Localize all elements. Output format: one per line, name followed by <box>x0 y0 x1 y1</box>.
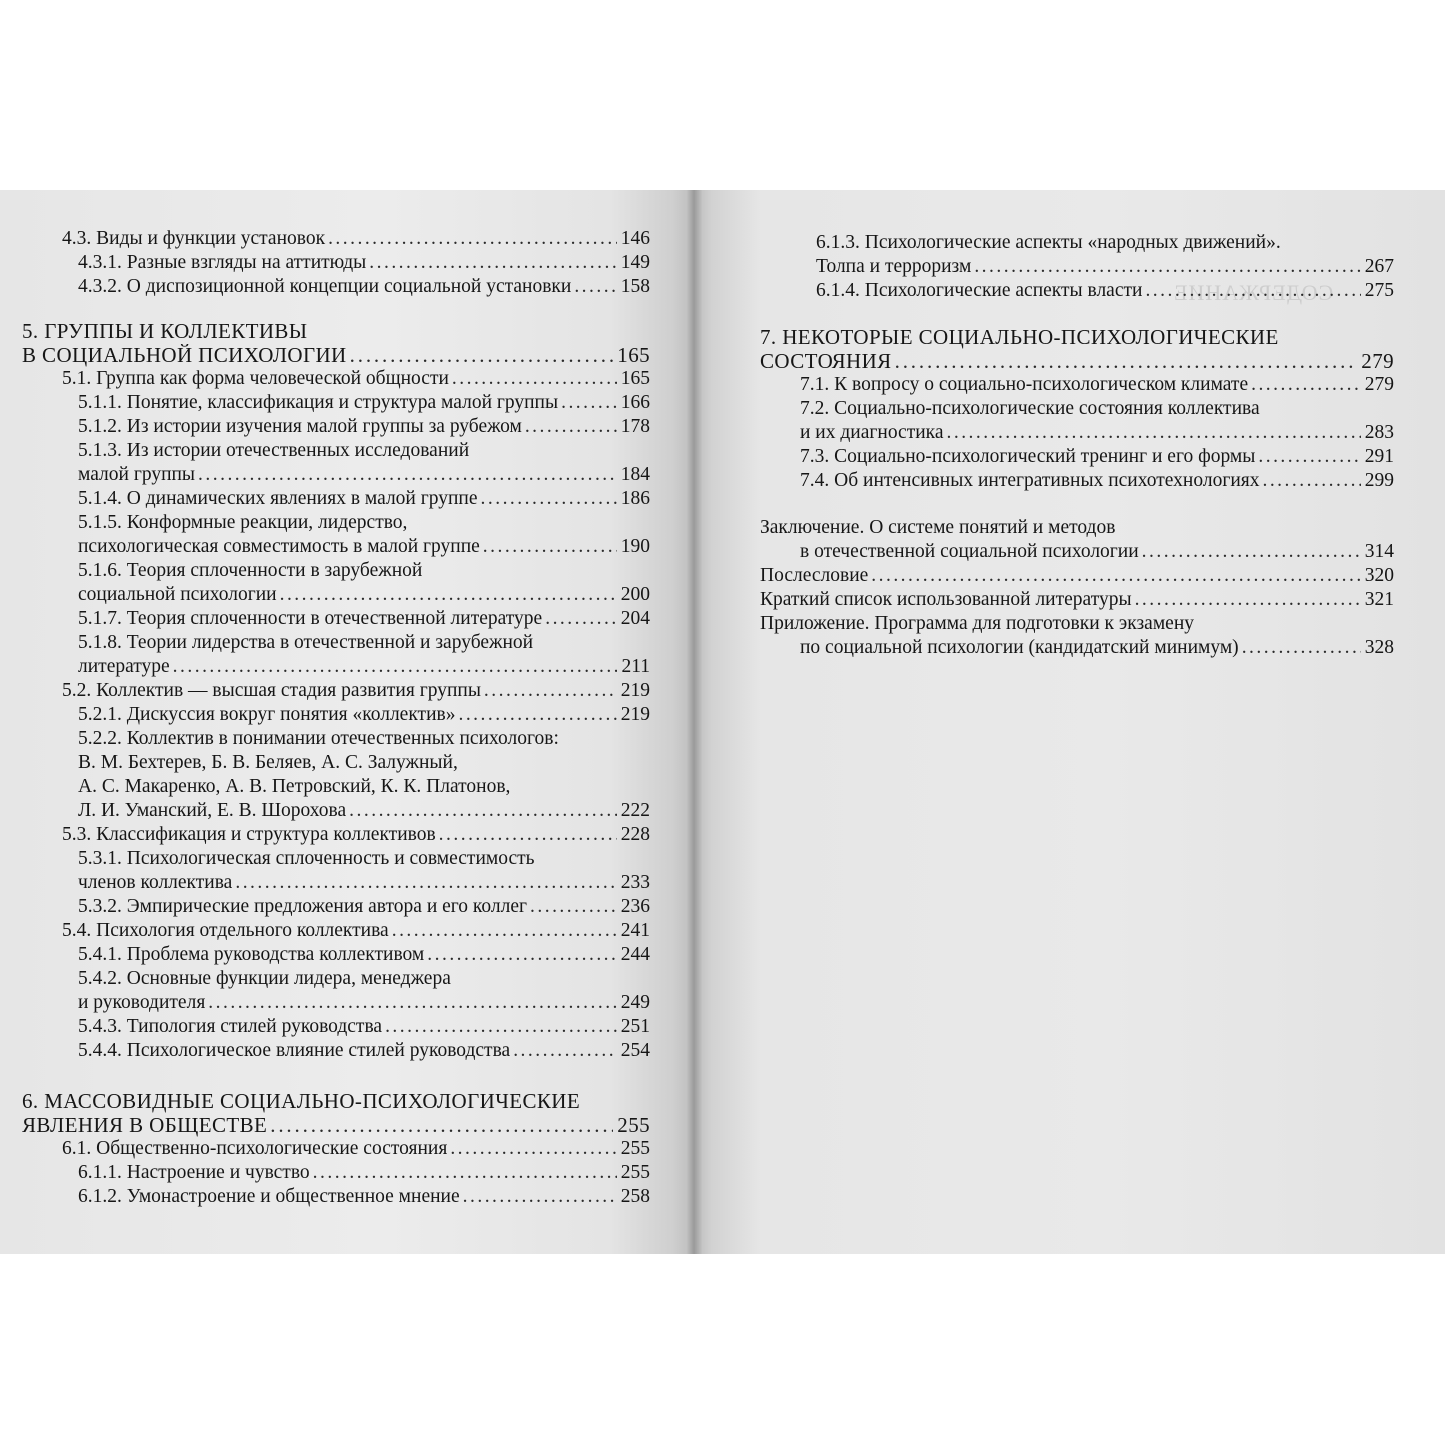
dot-leader <box>545 607 617 631</box>
toc-entry-title: Послесловие <box>760 565 869 586</box>
toc-entry-title: 6.1.3. Психологические аспекты «народных движений». <box>816 232 1281 253</box>
dot-leader <box>369 251 616 275</box>
toc-entry <box>22 871 650 895</box>
toc-entry-title: 5.1.6. Теория сплоченности в зарубежной <box>78 560 423 581</box>
toc-entry-title: Заключение. О системе понятий и методов <box>760 517 1116 538</box>
book-spread <box>0 190 1445 1254</box>
toc-page-number: 233 <box>620 872 650 893</box>
dot-leader <box>871 564 1360 588</box>
toc-entry <box>760 349 1394 373</box>
toc-page-number: 236 <box>620 896 650 917</box>
toc-entry-title: 5.1.4. О динамических явлениях в малой группе <box>78 488 478 509</box>
dot-leader <box>1135 588 1361 612</box>
bleed-through-heading: СОДЕРЖАНИЕ <box>1173 280 1334 305</box>
dot-leader <box>463 1185 617 1209</box>
toc-page-number: 255 <box>620 1138 650 1159</box>
toc-entry <box>22 535 650 559</box>
toc-page-number: 279 <box>1364 374 1394 395</box>
toc-entry-title: 5.1.7. Теория сплоченности в отечественной литературе <box>78 608 543 629</box>
toc-entry-title: 5.1. Группа как форма человеческой общности <box>62 368 449 389</box>
toc-page-number: 178 <box>620 416 650 437</box>
toc-entry <box>760 612 1394 636</box>
toc-page-number: 219 <box>620 704 650 725</box>
toc-entry <box>22 823 650 847</box>
toc-entry-title: 6. МАССОВИДНЫЕ СОЦИАЛЬНО-ПСИХОЛОГИЧЕСКИЕ <box>22 1089 581 1113</box>
toc-entry-title: малой группы <box>78 464 196 485</box>
toc-entry <box>22 751 650 775</box>
toc-page-number: 158 <box>620 276 650 297</box>
dot-leader <box>947 421 1361 445</box>
toc-page-number: 254 <box>620 1040 650 1061</box>
toc-entry <box>22 1015 650 1039</box>
dot-leader <box>1262 469 1360 493</box>
toc-entry <box>22 655 650 679</box>
dot-leader <box>458 703 616 727</box>
toc-page-number: 190 <box>620 536 650 557</box>
toc-entry <box>760 373 1394 397</box>
toc-entry <box>22 1089 650 1113</box>
dot-leader <box>1145 279 1360 303</box>
book-gutter <box>686 190 702 1254</box>
toc-page-number: 249 <box>620 992 650 1013</box>
toc-entry-title: 7.1. К вопросу о социально-психологическом климате <box>800 374 1249 395</box>
dot-leader <box>525 415 617 439</box>
toc-entry-title: по социальной психологии (кандидатский минимум) <box>800 637 1239 658</box>
toc-page-number: 258 <box>620 1186 650 1207</box>
toc-page-number: 314 <box>1364 541 1394 562</box>
toc-entry-title: социальной психологии <box>78 584 277 605</box>
toc-entry <box>22 583 650 607</box>
toc-entry <box>22 991 650 1015</box>
toc-entry <box>22 227 650 251</box>
toc-page-number: 204 <box>620 608 650 629</box>
toc-entry <box>22 799 650 823</box>
toc-page-number: 241 <box>620 920 650 941</box>
toc-entry-title: 6.1.1. Настроение и чувство <box>78 1162 310 1183</box>
toc-entry-title: 5. ГРУППЫ И КОЛЛЕКТИВЫ <box>22 319 308 343</box>
toc-entry-title: 6.1. Общественно-психологические состояния <box>62 1138 448 1159</box>
toc-entry-title: 5.1.5. Конформные реакции, лидерство, <box>78 512 408 533</box>
toc-page-number: 255 <box>620 1162 650 1183</box>
toc-entry <box>760 469 1394 493</box>
toc-page-number: 279 <box>1361 349 1394 373</box>
dot-leader <box>1258 445 1360 469</box>
toc-entry-title: 5.4.2. Основные функции лидера, менеджера <box>78 968 451 989</box>
toc-page-number: 222 <box>620 800 650 821</box>
toc-entry <box>22 607 650 631</box>
toc-page-number: 165 <box>617 343 650 367</box>
dot-leader <box>392 919 617 943</box>
dot-leader <box>450 1137 616 1161</box>
toc-entry <box>22 679 650 703</box>
toc-entry <box>760 636 1394 660</box>
toc-page-number: 244 <box>620 944 650 965</box>
toc-entry-title: 5.2.2. Коллектив в понимании отечественных психологов: <box>78 728 559 749</box>
toc-entry <box>22 511 650 535</box>
dot-leader <box>974 255 1360 279</box>
toc-entry <box>22 319 650 343</box>
toc-entry-title: 5.4.3. Типология стилей руководства <box>78 1016 383 1037</box>
dot-leader <box>452 367 617 391</box>
toc-entry-title: 5.1.8. Теории лидерства в отечественной и зарубежной <box>78 632 534 653</box>
dot-leader <box>483 535 617 559</box>
toc-entry <box>22 727 650 751</box>
toc-page-number: 283 <box>1364 422 1394 443</box>
toc-entry <box>22 943 650 967</box>
dot-leader <box>198 463 617 487</box>
toc-entry-title: 5.3.1. Психологическая сплоченность и совместимость <box>78 848 535 869</box>
toc-entry <box>22 251 650 275</box>
toc-entry <box>22 703 650 727</box>
toc-entry <box>22 919 650 943</box>
toc-page-number: 166 <box>620 392 650 413</box>
toc-page-number: 219 <box>620 680 650 701</box>
dot-leader <box>439 823 617 847</box>
toc-page-number: 251 <box>620 1016 650 1037</box>
toc-entry <box>22 1137 650 1161</box>
dot-leader <box>484 679 617 703</box>
toc-entry <box>760 279 1394 303</box>
toc-page-number: 200 <box>620 584 650 605</box>
toc-entry-title: членов коллектива <box>78 872 233 893</box>
toc-entry <box>22 1113 650 1137</box>
toc-entry <box>22 1039 650 1063</box>
toc-page-number: 255 <box>617 1113 650 1137</box>
toc-entry-title: 5.3. Классификация и структура коллективов <box>62 824 436 845</box>
dot-leader <box>574 275 616 299</box>
toc-entry-title: 4.3. Виды и функции установок <box>62 228 326 249</box>
toc-page-number: 328 <box>1364 637 1394 658</box>
toc-entry <box>760 231 1394 255</box>
toc-entry-title: ЯВЛЕНИЯ В ОБЩЕСТВЕ <box>22 1113 268 1137</box>
toc-entry <box>22 275 650 299</box>
toc-entry-title: А. С. Макаренко, А. В. Петровский, К. К. Платонов, <box>78 776 511 797</box>
toc-entry <box>22 487 650 511</box>
toc-entry-title: 5.3.2. Эмпирические предложения автора и его коллег <box>78 896 528 917</box>
toc-entry <box>760 255 1394 279</box>
toc-entry <box>22 415 650 439</box>
toc-page-number: 186 <box>620 488 650 509</box>
toc-entry-title: Приложение. Программа для подготовки к экзамену <box>760 613 1194 634</box>
dot-leader <box>1251 373 1361 397</box>
toc-entry <box>760 325 1394 349</box>
toc-entry <box>760 540 1394 564</box>
toc-entry <box>760 564 1394 588</box>
toc-entry-title: 5.4.1. Проблема руководства коллективом <box>78 944 425 965</box>
toc-page-number: 267 <box>1364 256 1394 277</box>
toc-entry <box>760 397 1394 421</box>
toc-page-number: 211 <box>621 656 650 677</box>
toc-entry-title: психологическая совместимость в малой группе <box>78 536 480 557</box>
toc-entry <box>760 516 1394 540</box>
toc-entry-title: в отечественной социальной психологии <box>800 541 1139 562</box>
dot-leader <box>270 1113 613 1137</box>
toc-entry-title: 7. НЕКОТОРЫЕ СОЦИАЛЬНО-ПСИХОЛОГИЧЕСКИЕ <box>760 325 1279 349</box>
toc-entry-title: 5.1.3. Из истории отечественных исследований <box>78 440 470 461</box>
toc-entry-title: 5.1.2. Из истории изучения малой группы за рубежом <box>78 416 522 437</box>
toc-entry <box>22 631 650 655</box>
toc-entry <box>22 463 650 487</box>
toc-entry-title: В. М. Бехтерев, Б. В. Беляев, А. С. Залужный, <box>78 752 458 773</box>
toc-entry <box>22 847 650 871</box>
dot-leader <box>208 991 616 1015</box>
toc-entry <box>760 421 1394 445</box>
toc-entry <box>22 343 650 367</box>
toc-entry-title: 5.2. Коллектив — высшая стадия развития группы <box>62 680 481 701</box>
dot-leader <box>280 583 617 607</box>
toc-entry <box>22 1185 650 1209</box>
toc-entry-title: 5.2.1. Дискуссия вокруг понятия «коллектив» <box>78 704 456 725</box>
dot-leader <box>895 349 1358 373</box>
dot-leader <box>1142 540 1361 564</box>
toc-entry <box>22 775 650 799</box>
toc-entry-title: 5.4.4. Психологическое влияние стилей руководства <box>78 1040 511 1061</box>
dot-leader <box>328 227 617 251</box>
toc-entry <box>22 559 650 583</box>
dot-leader <box>313 1161 617 1185</box>
toc-page-number: 149 <box>620 252 650 273</box>
toc-page-number: 321 <box>1364 589 1394 610</box>
toc-entry-title: 7.2. Социально-психологические состояния коллектива <box>800 398 1260 419</box>
toc-entry <box>22 1161 650 1185</box>
toc-entry-title: В СОЦИАЛЬНОЙ ПСИХОЛОГИИ <box>22 343 347 367</box>
toc-entry-title: 4.3.2. О диспозиционной концепции социальной установки <box>78 276 572 297</box>
dot-leader <box>385 1015 617 1039</box>
toc-page-number: 291 <box>1364 446 1394 467</box>
dot-leader <box>561 391 617 415</box>
toc-entry-title: 7.3. Социально-психологический тренинг и его формы <box>800 446 1256 467</box>
dot-leader <box>513 1039 617 1063</box>
toc-entry <box>22 967 650 991</box>
toc-entry <box>760 588 1394 612</box>
toc-entry-title: и руководителя <box>78 992 206 1013</box>
toc-page-number: 165 <box>620 368 650 389</box>
toc-entry-title: 7.4. Об интенсивных интегративных психотехнологиях <box>800 470 1260 491</box>
dot-leader <box>173 655 618 679</box>
toc-entry <box>22 391 650 415</box>
toc-entry-title: Краткий список использованной литературы <box>760 589 1132 610</box>
dot-leader <box>1242 636 1361 660</box>
toc-entry-title: и их диагностика <box>800 422 944 443</box>
toc-entry-title: 6.1.2. Умонастроение и общественное мнение <box>78 1186 460 1207</box>
toc-page-number: 146 <box>620 228 650 249</box>
dot-leader <box>427 943 616 967</box>
toc-entry-title: 5.1.1. Понятие, классификация и структура малой группы <box>78 392 559 413</box>
toc-entry <box>22 439 650 463</box>
toc-entry-title: 4.3.1. Разные взгляды на аттитюды <box>78 252 367 273</box>
toc-entry-title: Л. И. Уманский, Е. В. Шорохова <box>78 800 347 821</box>
toc-page-number: 184 <box>620 464 650 485</box>
dot-leader <box>350 343 614 367</box>
toc-page-number: 320 <box>1364 565 1394 586</box>
toc-entry <box>22 367 650 391</box>
toc-entry-title: СОСТОЯНИЯ <box>760 349 892 373</box>
toc-entry <box>760 445 1394 469</box>
toc-page-number: 228 <box>620 824 650 845</box>
toc-page-number: 299 <box>1364 470 1394 491</box>
dot-leader <box>235 871 616 895</box>
toc-entry <box>22 895 650 919</box>
toc-entry-title: 5.4. Психология отдельного коллектива <box>62 920 389 941</box>
toc-entry-title: литературе <box>78 656 170 677</box>
toc-entry-title: 6.1.4. Психологические аспекты власти <box>816 280 1143 301</box>
dot-leader <box>481 487 617 511</box>
dot-leader <box>349 799 617 823</box>
dot-leader <box>530 895 617 919</box>
toc-entry-title: Толпа и терроризм <box>816 256 972 277</box>
toc-page-number: 275 <box>1364 280 1394 301</box>
